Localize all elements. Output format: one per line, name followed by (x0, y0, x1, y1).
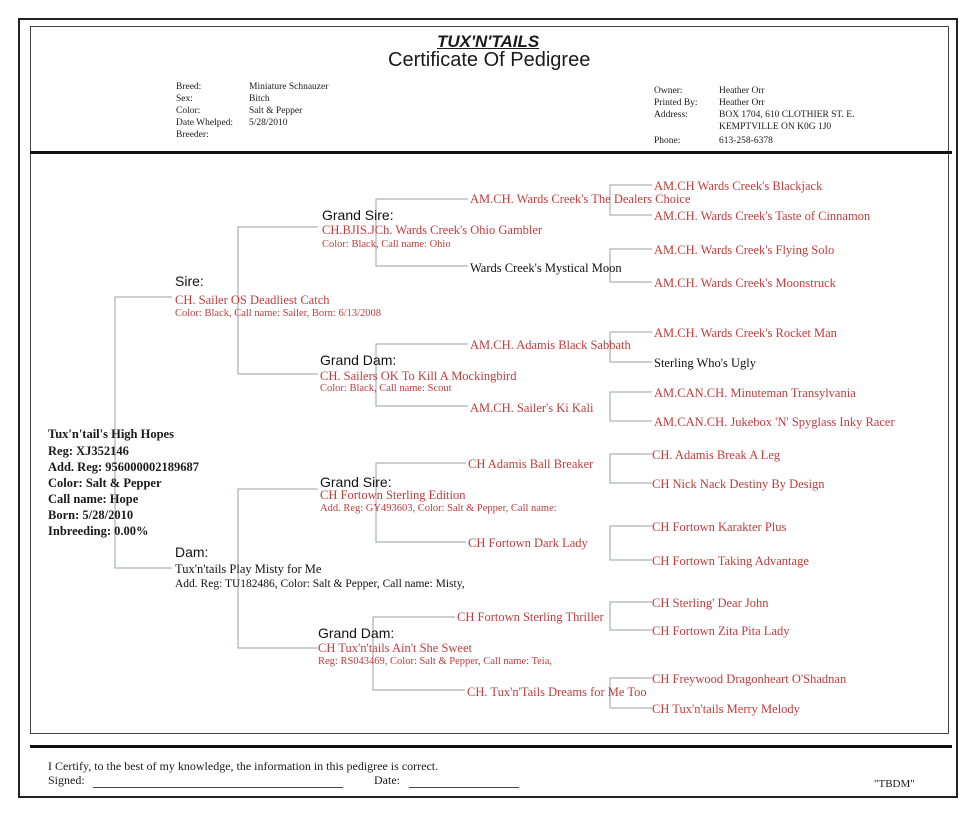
sire-info: Color: Black, Call name: Sailer, Born: 6/13/2008 (175, 308, 382, 319)
dam-grand-dam-info: Reg: RS043469, Color: Salt & Pepper, Call name: Teia, (318, 656, 553, 667)
dam-grand-dam-name: CH Tux'n'tails Ain't She Sweet (318, 641, 473, 655)
whelped-value: 5/28/2010 (249, 118, 288, 128)
ggd-2-name: AM.CH. Sailer's Ki Kali (470, 401, 594, 415)
pedigree-code: "TBDM" (874, 778, 915, 790)
sire-grand-dam-label: Grand Dam: (320, 352, 397, 368)
gggs-3: AM.CH. Wards Creek's Rocket Man (654, 326, 837, 340)
certification-statement: I Certify, to the best of my knowledge, the information in this pedigree is correct. (48, 759, 439, 773)
color-label: Color: (176, 106, 201, 116)
dam-info: Add. Reg: TU182486, Color: Salt & Pepper, Call name: Misty, (175, 578, 465, 590)
subject-call-name: Call name: Hope (48, 492, 139, 506)
owner-value: Heather Orr (719, 86, 765, 96)
sire-label: Sire: (175, 273, 204, 289)
breed-value: Miniature Schnauzer (249, 82, 329, 92)
ggd-4-name: CH. Tux'n'Tails Dreams for Me Too (467, 685, 647, 699)
whelped-label: Date Whelped: (176, 118, 234, 128)
gggd-8: CH Tux'n'tails Merry Melody (652, 702, 800, 716)
certificate-title: Certificate Of Pedigree (388, 49, 591, 71)
gggd-5: CH Nick Nack Destiny By Design (652, 477, 825, 491)
address-line-1: BOX 1704, 610 CLOTHIER ST. E. (719, 110, 855, 120)
date-label: Date: (374, 773, 400, 787)
sire-grand-dam-info: Color: Black, Call name: Scout (320, 383, 452, 394)
signature-line (93, 787, 343, 788)
gggd-1: AM.CH. Wards Creek's Taste of Cinnamon (654, 209, 871, 223)
ggs-2-name: AM.CH. Adamis Black Sabbath (470, 338, 631, 352)
gggs-7: CH Sterling' Dear John (652, 596, 769, 610)
subject-color: Color: Salt & Pepper (48, 476, 162, 490)
dam-grand-sire-name: CH Fortown Sterling Edition (320, 488, 466, 502)
gggs-4: AM.CAN.CH. Minuteman Transylvania (654, 386, 856, 400)
ggs-3-name: CH Adamis Ball Breaker (468, 457, 594, 471)
dam-grand-dam-label: Grand Dam: (318, 625, 395, 641)
phone-label: Phone: (654, 136, 681, 146)
sex-value: Bitch (249, 94, 270, 104)
gggd-7: CH Fortown Zita Pita Lady (652, 624, 790, 638)
sire-name: CH. Sailer OS Deadliest Catch (175, 293, 330, 307)
breed-label: Breed: (176, 82, 202, 92)
owner-label: Owner: (654, 86, 683, 96)
sire-grand-sire-info: Color: Black, Call name: Ohio (322, 239, 451, 250)
gggs-6: CH Fortown Karakter Plus (652, 520, 787, 534)
dam-name: Tux'n'tails Play Misty for Me (175, 562, 322, 576)
gggs-5: CH. Adamis Break A Leg (652, 448, 781, 462)
address-line-2: KEMPTVILLE ON K0G 1J0 (719, 122, 832, 132)
gggd-4: AM.CAN.CH. Jukebox 'N' Spyglass Inky Racer (654, 415, 895, 429)
subject-add-reg: Add. Reg: 956000002189687 (48, 460, 200, 474)
gggd-2: AM.CH. Wards Creek's Moonstruck (654, 276, 836, 290)
sex-label: Sex: (176, 94, 193, 104)
gggs-8: CH Freywood Dragonheart O'Shadnan (652, 672, 847, 686)
dam-grand-sire-label: Grand Sire: (320, 474, 392, 490)
sire-grand-dam-name: CH. Sailers OK To Kill A Mockingbird (320, 369, 517, 383)
address-label: Address: (654, 110, 688, 120)
subject-inbreeding: Inbreeding: 0.00% (48, 524, 149, 538)
ggd-1-name: Wards Creek's Mystical Moon (470, 261, 622, 275)
gggd-3: Sterling Who's Ugly (654, 356, 757, 370)
ggs-4-name: CH Fortown Sterling Thriller (457, 610, 604, 624)
printed-by-label: Printed By: (654, 98, 698, 108)
printed-by-value: Heather Orr (719, 98, 765, 108)
signed-label: Signed: (48, 773, 85, 787)
ggs-1-name: AM.CH. Wards Creek's The Dealers Choice (470, 192, 691, 206)
phone-value: 613-258-6378 (719, 136, 773, 146)
subject-born: Born: 5/28/2010 (48, 508, 134, 522)
ggd-3-name: CH Fortown Dark Lady (468, 536, 588, 550)
breeder-label: Breeder: (176, 130, 209, 140)
subject-reg: Reg: XJ352146 (48, 444, 129, 458)
gggs-1: AM.CH Wards Creek's Blackjack (654, 179, 823, 193)
dam-label: Dam: (175, 544, 209, 560)
gggd-6: CH Fortown Taking Advantage (652, 554, 809, 568)
dam-grand-sire-info: Add. Reg: GY493603, Color: Salt & Pepper, Call name: (320, 503, 557, 514)
brand-name: TUX'N'TAILS (437, 32, 540, 51)
sire-grand-sire-label: Grand Sire: (322, 207, 394, 223)
color-value: Salt & Pepper (249, 106, 303, 116)
subject-name: Tux'n'tail's High Hopes (48, 427, 174, 441)
gggs-2: AM.CH. Wards Creek's Flying Solo (654, 243, 835, 257)
date-line (409, 787, 519, 788)
sire-grand-sire-name: CH.BJIS.JCh. Wards Creek's Ohio Gambler (322, 223, 543, 237)
